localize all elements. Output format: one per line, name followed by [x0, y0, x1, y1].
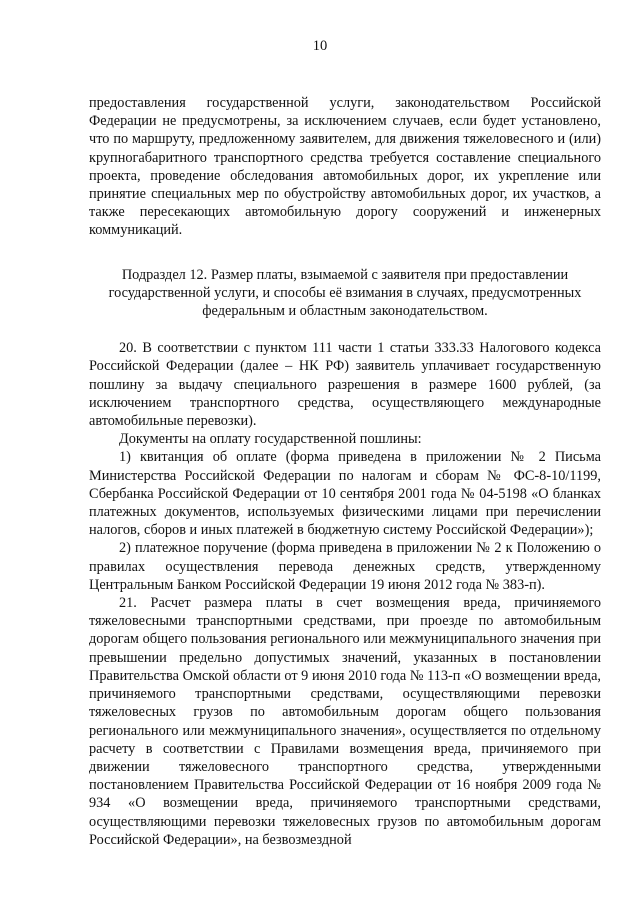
paragraph-continuation: предоставления государственной услуги, законодательством Российской Федерации не предусмотрены, за исключением случаев, если будет установлено, что по маршруту, предложенному заявителем, для движения тяжеловесного и (или) крупногабаритного транспортного средства требуется составление специального проекта, проведение обследования автомобильных дорог, их укрепление или принятие специальных мер по обустройству автомобильных дорог, их участков, а также пересекающих автомобильную дорогу сооружений и инженерных коммуникаций. — [89, 95, 601, 239]
subsection-heading: Подраздел 12. Размер платы, взымаемой с заявителя при предоставлении государственной услуги, и способы её взимания в случаях, предусмотренных федеральным и областным законодательством. — [108, 266, 582, 320]
paragraph-item-20: 20. В соответствии с пунктом 111 части 1 статьи 333.33 Налогового кодекса Российской Федерации (далее – НК РФ) заявитель уплачивает государственную пошлину за выдачу специального разрешения в размере 1600 рублей, (за исключением транспортного средства, осуществляющего международные автомобильные перевозки). — [89, 340, 601, 430]
paragraph-item-21: 21. Расчет размера платы в счет возмещения вреда, причиняемого тяжеловесными транспортными средствами, при проезде по автомобильным дорогам общего пользования регионального или межмуниципального значения при превышении предельно допустимых значений, указанных в постановлении Правительства Омской области от 9 июня 2010 года № 113-п «О возмещении вреда, причиняемого транспортными средствами, осуществляющими перевозки тяжеловесных грузов по автомобильным дорогам общего пользования регионального или межмуниципального значения», осуществляется по отдельному расчету в соответствии с Правилами возмещения вреда, причиняемого при движении тяжеловесного транспортного средства, утвержденными постановлением Правительства Российской Федерации от 16 ноября 2009 года № 934 «О возмещении вреда, причиняемого транспортными средствами, осуществляющими перевозки тяжеловесных грузов по автомобильным дорогам Российской Федерации», на безвозмездной — [89, 595, 601, 848]
page-number: 10 — [312, 38, 328, 54]
paragraph-payment-documents: Документы на оплату государственной пошлины: — [119, 431, 422, 448]
document-body — [89, 94, 601, 849]
list-item-payment-order: 2) платежное поручение (форма приведена в приложении № 2 к Положению о правилах осуществления перевода денежных средств, утвержденному Центральным Банком Российской Федерации 19 июня 2012 года № 383-п). — [89, 540, 601, 593]
list-item-receipt: 1) квитанция об оплате (форма приведена в приложении № 2 Письма Министерства Российской Федерации по налогам и сборам № ФС-8-10/1199, Сбербанка Российской Федерации от 10 сентября 2001 года № 04-5198 «О бланках платежных документов, используемых физическими лицами при перечислении налогов, сборов и иных платежей в бюджетную систему Российской Федерации»); — [89, 449, 601, 539]
